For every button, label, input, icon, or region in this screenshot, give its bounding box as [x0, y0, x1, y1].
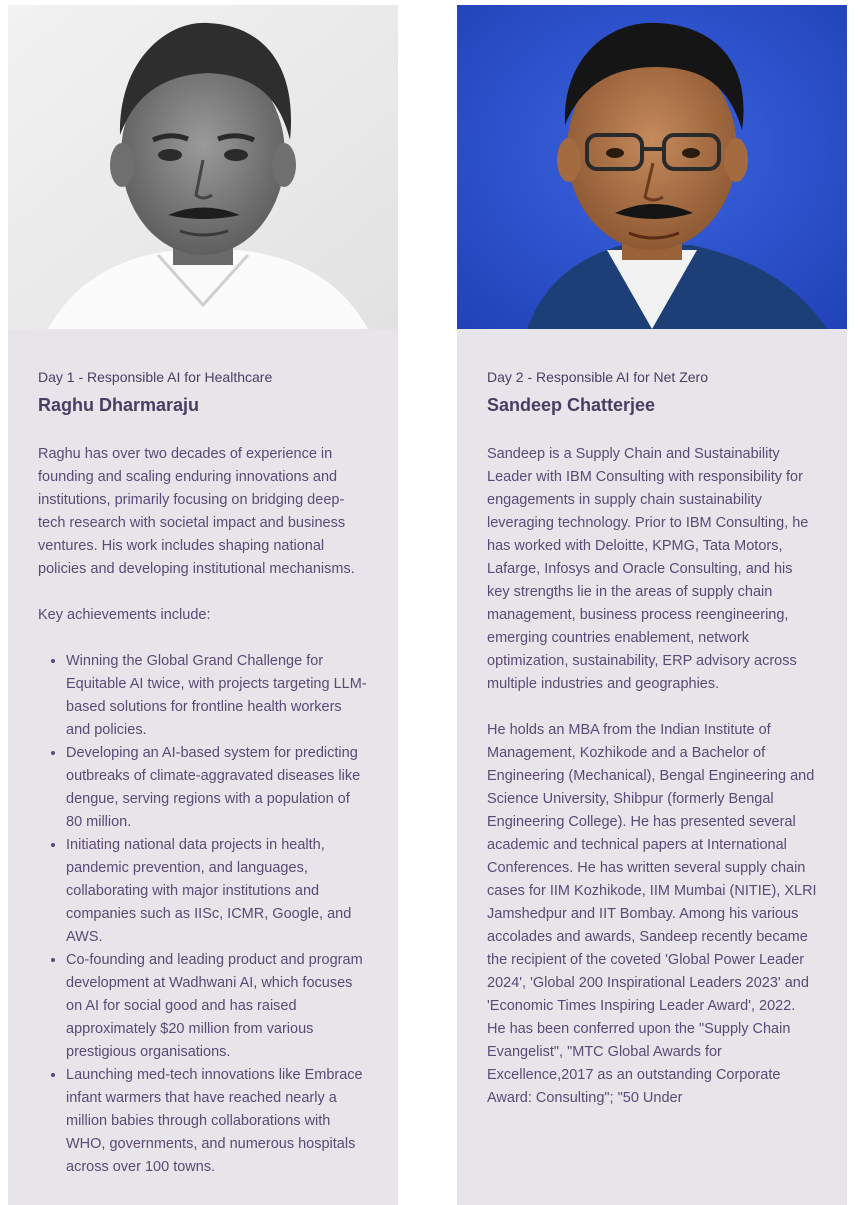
speaker-bio: Sandeep is a Supply Chain and Sustainability Leader with IBM Consulting with responsibility for engagements in supply chain sustainability leveraging technology. Prior to IBM Consulting, he has worked with Deloitte, KPMG, Tata Motors, Lafarge, Infosys and Oracle Consulting, and his key strengths lie in the areas of supply chain management, business process reengineering, emerging countries enablement, network optimization, sustainability, ERP advisory across multiple industries and geographies.: [487, 446, 809, 692]
achievement-item: • Winning the Global Grand Challenge for Equitable AI twice, with projects targeting LLM-based solutions for frontline health workers and policies.: [66, 650, 368, 742]
achievements-list: [38, 650, 368, 1179]
speaker-card-raghu: [8, 5, 398, 1205]
achievements-intro: Key achievements include:: [38, 607, 211, 623]
achievement-item: • Co-founding and leading product and program development at Wadhwani AI, which focuses on AI for social good and has raised approximately $20 million from various prestigious organisations.: [66, 949, 368, 1064]
speaker-day: Day 2 - Responsible AI for Net Zero: [487, 369, 708, 385]
speaker-photo-sandeep: [457, 5, 847, 329]
speaker-name: Sandeep Chatterjee: [487, 395, 656, 415]
speaker-bio-2: He holds an MBA from the Indian Institute of Management, Kozhikode and a Bachelor of Engineering (Mechanical), Bengal Engineering and Science University, Shibpur (formerly Bengal Engineering College). He has presented several academic and technical papers at International Conferences. He has written several supply chain cases for IIM Kozhikode, IIM Mumbai (NITIE), XLRI Jamshedpur and IIT Bombay. Among his various accolades and awards, Sandeep recently became the recipient of the coveted 'Global Power Leader 2024', 'Global 200 Inspirational Leaders 2023' and 'Economic Times Inspiring Leader Award', 2022. He has been conferred upon the "Supply Chain Evangelist", "MTC Global Awards for Excellence,2017 as an outstanding Corporate Award: Consulting"; "50 Under: [487, 722, 817, 1106]
achievement-item: • Initiating national data projects in health, pandemic prevention, and languages, collaborating with major institutions and companies such as IISc, ICMR, Google, and AWS.: [66, 834, 368, 949]
achievement-item: • Launching med-tech innovations like Embrace infant warmers that have reached nearly a million babies through collaborations with WHO, governments, and numerous hospitals across over 100 towns.: [66, 1064, 368, 1179]
speaker-day: Day 1 - Responsible AI for Healthcare: [38, 369, 273, 385]
speaker-card-sandeep: [457, 5, 847, 1205]
speaker-name: Raghu Dharmaraju: [38, 395, 200, 415]
speaker-photo-raghu: [8, 5, 398, 329]
achievement-item: • Developing an AI-based system for predicting outbreaks of climate-aggravated diseases like dengue, serving regions with a population of 80 million.: [66, 742, 368, 834]
speaker-bio: Raghu has over two decades of experience in founding and scaling enduring innovations and institutions, primarily focusing on bridging deep-tech research with societal impact and business ventures. His work includes shaping national policies and developing institutional mechanisms.: [38, 446, 355, 577]
